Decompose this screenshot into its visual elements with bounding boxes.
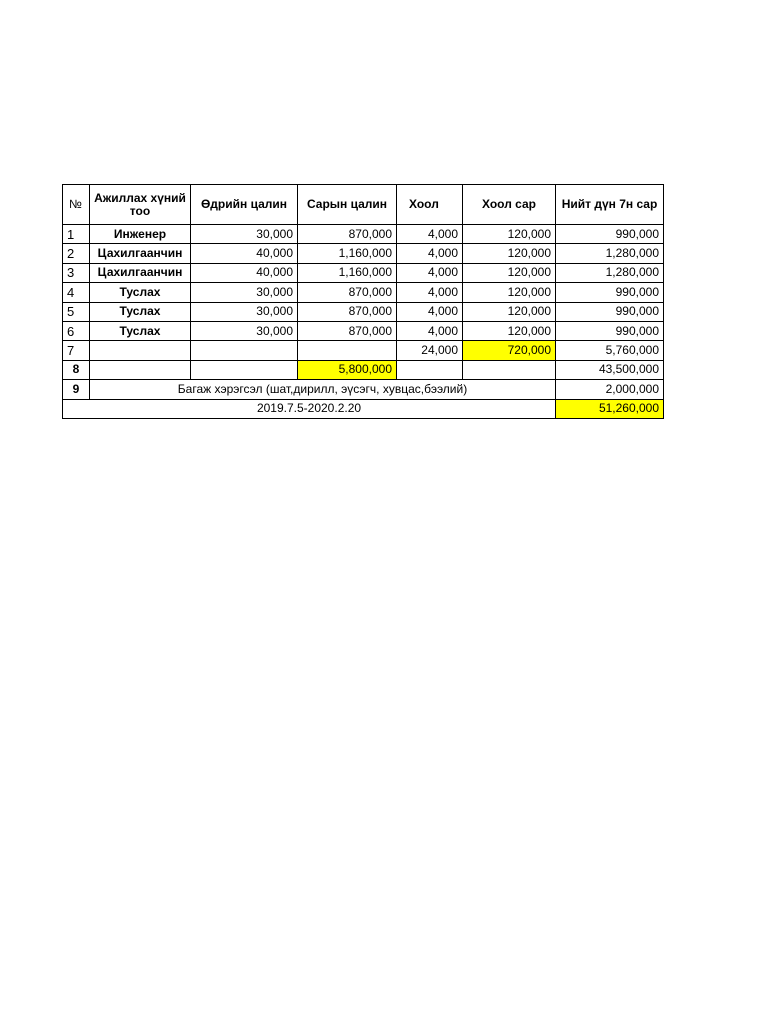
cell-total: 990,000 — [556, 225, 664, 244]
cell-monthly: 870,000 — [298, 302, 397, 321]
cell-no: 6 — [63, 321, 90, 340]
header-row — [63, 185, 664, 225]
cell-daily: 30,000 — [191, 321, 298, 340]
table-row — [63, 321, 664, 340]
cell-daily: 30,000 — [191, 283, 298, 302]
cell-no: 2 — [63, 244, 90, 263]
header-food: Хоол — [397, 185, 463, 225]
cell-monthly-sum: 5,800,000 — [298, 360, 397, 379]
cell-empty — [463, 360, 556, 379]
cell-food-month-sum: 720,000 — [463, 341, 556, 360]
cell-no: 3 — [63, 263, 90, 282]
cell-daily: 40,000 — [191, 263, 298, 282]
table-row — [63, 283, 664, 302]
cell-empty — [191, 360, 298, 379]
cell-food-month: 120,000 — [463, 321, 556, 340]
cell-no: 1 — [63, 225, 90, 244]
header-daily-wage: Өдрийн цалин — [191, 185, 298, 225]
cell-total: 990,000 — [556, 321, 664, 340]
tools-row-9 — [63, 380, 664, 399]
cell-role: Туслах — [90, 321, 191, 340]
cell-role: Инженер — [90, 225, 191, 244]
cell-food-sum: 24,000 — [397, 341, 463, 360]
header-no: № — [63, 185, 90, 225]
header-food-month: Хоол сар — [463, 185, 556, 225]
period-cell: 2019.7.5-2020.2.20 — [63, 399, 556, 418]
cell-daily: 30,000 — [191, 225, 298, 244]
cell-total-sum: 5,760,000 — [556, 341, 664, 360]
cell-empty — [298, 341, 397, 360]
cell-food: 4,000 — [397, 321, 463, 340]
cell-no: 7 — [63, 341, 90, 360]
cell-total-sum: 43,500,000 — [556, 360, 664, 379]
cell-empty — [191, 341, 298, 360]
grand-total-cell: 51,260,000 — [556, 399, 664, 418]
cell-total: 1,280,000 — [556, 244, 664, 263]
cell-food-month: 120,000 — [463, 244, 556, 263]
header-total: Нийт дүн 7н сар — [556, 185, 664, 225]
cell-total: 1,280,000 — [556, 263, 664, 282]
table-row — [63, 302, 664, 321]
cost-table — [62, 184, 664, 419]
cell-empty — [90, 341, 191, 360]
cell-food: 4,000 — [397, 263, 463, 282]
cell-no: 9 — [63, 380, 90, 399]
table-row — [63, 244, 664, 263]
cell-monthly: 1,160,000 — [298, 263, 397, 282]
cell-monthly: 870,000 — [298, 225, 397, 244]
cell-monthly: 870,000 — [298, 321, 397, 340]
cell-no: 8 — [63, 360, 90, 379]
cell-food-month: 120,000 — [463, 302, 556, 321]
cell-food: 4,000 — [397, 283, 463, 302]
cell-food: 4,000 — [397, 302, 463, 321]
cell-food-month: 120,000 — [463, 283, 556, 302]
cell-role: Цахилгаанчин — [90, 244, 191, 263]
subtotal-row-7 — [63, 341, 664, 360]
header-monthly-wage: Сарын цалин — [298, 185, 397, 225]
cell-food: 4,000 — [397, 244, 463, 263]
cell-daily: 40,000 — [191, 244, 298, 263]
header-worker-count: Ажиллах хүний тоо — [90, 185, 191, 225]
cell-empty — [90, 360, 191, 379]
cell-no: 4 — [63, 283, 90, 302]
cell-food-month: 120,000 — [463, 225, 556, 244]
cell-monthly: 1,160,000 — [298, 244, 397, 263]
cell-food-month: 120,000 — [463, 263, 556, 282]
cell-total: 990,000 — [556, 302, 664, 321]
cell-role: Цахилгаанчин — [90, 263, 191, 282]
cell-monthly: 870,000 — [298, 283, 397, 302]
subtotal-row-8 — [63, 360, 664, 379]
cell-no: 5 — [63, 302, 90, 321]
cell-tools-total: 2,000,000 — [556, 380, 664, 399]
cell-tools-label: Багаж хэрэгсэл (шат,дирилл, эүсэгч, хувцас,бээлий) — [90, 380, 556, 399]
cell-empty — [397, 360, 463, 379]
cell-role: Туслах — [90, 283, 191, 302]
cell-role: Туслах — [90, 302, 191, 321]
cell-total: 990,000 — [556, 283, 664, 302]
table-row — [63, 263, 664, 282]
cell-food: 4,000 — [397, 225, 463, 244]
cell-daily: 30,000 — [191, 302, 298, 321]
table-row — [63, 225, 664, 244]
footer-row — [63, 399, 664, 418]
